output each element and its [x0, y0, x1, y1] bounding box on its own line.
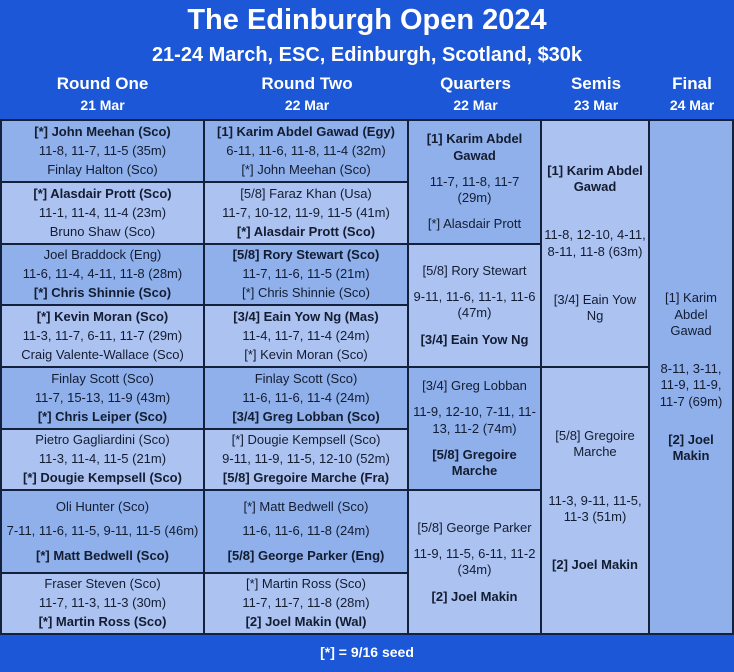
player-name: [3/4] Eain Yow Ng	[420, 331, 529, 347]
player-name: [2] Joel Makin	[431, 588, 518, 604]
round-date-round-one: 21 Mar	[80, 97, 125, 114]
match-round-two-7	[205, 491, 407, 571]
match-round-one-6	[2, 430, 203, 490]
match-score: 8-11, 3-11, 11-9, 11-9, 11-7 (69m)	[659, 361, 723, 409]
player-name: [1] Karim Abdel Gawad	[664, 290, 717, 338]
player-name: Bruno Shaw (Sco)	[49, 223, 156, 239]
match-final	[650, 121, 732, 633]
match-score: 11-8, 12-10, 4-11, 8-11, 11-8 (63m)	[544, 227, 646, 259]
player-name: [*] Chris Shinnie (Sco)	[242, 285, 370, 301]
match-round-one-2	[2, 183, 203, 243]
match-round-two-8	[205, 574, 407, 634]
player-name: [2] Joel Makin	[552, 557, 638, 573]
match-round-one-1	[2, 121, 203, 181]
player-name: [*] Chris Shinnie (Sco)	[33, 285, 172, 301]
round-label-final: Final	[672, 74, 712, 94]
player-name: [2] Joel Makin	[668, 431, 714, 464]
match-score: 11-6, 11-4, 4-11, 11-8 (28m)	[22, 266, 183, 282]
player-name: Oli Hunter (Sco)	[55, 499, 150, 515]
player-name: [3/4] Greg Lobban	[422, 378, 527, 394]
match-score: 9-11, 11-6, 11-1, 11-6 (47m)	[413, 289, 536, 321]
match-score: 11-6, 11-6, 11-4 (24m)	[242, 389, 370, 405]
match-score: 11-4, 11-7, 11-4 (24m)	[242, 328, 370, 344]
round-label-round-two: Round Two	[261, 74, 353, 94]
match-score: 11-3, 11-7, 6-11, 11-7 (29m)	[22, 328, 183, 344]
player-name: [5/8] Faraz Khan (Usa)	[240, 185, 372, 201]
match-round-one-4	[2, 306, 203, 366]
round-label-quarters: Quarters	[440, 74, 511, 94]
player-name: [*] Martin Ross (Sco)	[246, 576, 366, 592]
match-score: 11-7, 11-7, 11-8 (28m)	[242, 595, 370, 611]
match-score: 11-9, 12-10, 7-11, 11-13, 11-2 (74m)	[413, 404, 536, 436]
match-quarterfinal-1	[409, 121, 540, 242]
round-labels-row	[0, 74, 734, 94]
match-round-one-3	[2, 245, 203, 305]
player-name: [*] Alasdair Prott (Sco)	[33, 185, 172, 201]
player-name: [*] Kevin Moran (Sco)	[36, 309, 169, 325]
page-title: The Edinburgh Open 2024	[187, 4, 547, 36]
player-name: [1] Karim Abdel Gawad	[547, 162, 643, 195]
player-name: [5/8] George Parker (Eng)	[227, 547, 385, 563]
round-date-quarters: 22 Mar	[453, 97, 498, 114]
player-name: [5/8] George Parker	[417, 519, 532, 535]
round-label-round-one: Round One	[56, 74, 149, 94]
player-name: [*] Alasdair Prott	[427, 216, 522, 232]
player-name: [5/8] Gregoire Marche (Fra)	[222, 470, 390, 486]
match-score: 11-3, 9-11, 11-5, 11-3 (51m)	[548, 492, 642, 524]
player-name: [*] John Meehan (Sco)	[34, 124, 171, 140]
player-name: [*] Matt Bedwell (Sco)	[36, 547, 169, 563]
seed-legend-text: [*] = 9/16 seed	[320, 644, 414, 661]
player-name: Joel Braddock (Eng)	[43, 247, 162, 263]
match-round-two-1	[205, 121, 407, 181]
match-score: 11-7, 15-13, 11-9 (43m)	[34, 389, 171, 405]
player-name: [*] Kevin Moran (Sco)	[244, 347, 368, 363]
player-name: [3/4] Greg Lobban (Sco)	[232, 408, 380, 424]
player-name: [*] Alasdair Prott (Sco)	[236, 223, 376, 239]
seed-legend	[0, 635, 734, 669]
match-semifinal-2	[542, 368, 648, 633]
player-name: [5/8] Gregoire Marche	[555, 428, 635, 460]
player-name: Fraser Steven (Sco)	[44, 576, 161, 592]
match-round-two-5	[205, 368, 407, 428]
match-semifinal-1	[542, 121, 648, 366]
player-name: [1] Karim Abdel Gawad	[426, 131, 523, 163]
match-round-two-2	[205, 183, 407, 243]
tournament-bracket	[0, 119, 734, 635]
match-quarterfinal-3	[409, 368, 540, 489]
round-date-round-two: 22 Mar	[284, 97, 330, 114]
player-name: [*] Martin Ross (Sco)	[38, 614, 167, 630]
round-label-semis: Semis	[570, 74, 622, 94]
match-score: 11-6, 11-6, 11-8 (24m)	[242, 523, 370, 539]
player-name: [5/8] Rory Stewart	[422, 262, 527, 278]
player-name: Finlay Halton (Sco)	[47, 162, 158, 177]
match-quarterfinal-4	[409, 491, 540, 633]
match-score: 11-7, 11-3, 11-3 (30m)	[38, 595, 167, 611]
round-date-semis: 23 Mar	[573, 97, 619, 114]
match-round-two-6	[205, 430, 407, 490]
player-name: [*] Matt Bedwell (Sco)	[243, 499, 369, 515]
page-subtitle: 21-24 March, ESC, Edinburgh, Scotland, $30k	[151, 44, 583, 67]
match-round-two-3	[205, 245, 407, 305]
match-round-two-4	[205, 306, 407, 366]
player-name: Pietro Gagliardini (Sco)	[35, 432, 170, 448]
player-name: [2] Joel Makin (Wal)	[245, 614, 367, 630]
player-name: [*] Dougie Kempsell (Sco)	[23, 470, 182, 486]
match-round-one-5	[2, 368, 203, 428]
match-round-one-7	[2, 491, 203, 571]
match-score: 11-8, 11-7, 11-5 (35m)	[38, 143, 167, 159]
match-score: 11-7, 11-6, 11-5 (21m)	[242, 266, 370, 282]
player-name: [*] Dougie Kempsell (Sco)	[231, 432, 381, 448]
player-name: [3/4] Eain Yow Ng (Mas)	[233, 309, 379, 325]
match-score: 11-9, 11-5, 6-11, 11-2 (34m)	[413, 546, 536, 578]
player-name: [5/8] Rory Stewart (Sco)	[232, 247, 380, 263]
match-quarterfinal-2	[409, 245, 540, 366]
match-score: 11-7, 11-8, 11-7 (29m)	[429, 173, 520, 206]
round-date-final: 24 Mar	[669, 97, 715, 114]
match-score: 11-7, 10-12, 11-9, 11-5 (41m)	[222, 204, 390, 220]
match-score: 11-3, 11-4, 11-5 (21m)	[38, 451, 167, 467]
tournament-header	[0, 0, 734, 119]
player-name: Finlay Scott (Sco)	[51, 370, 154, 386]
player-name: Craig Valente-Wallace (Sco)	[21, 347, 184, 363]
player-name: [5/8] Gregoire Marche	[432, 446, 517, 479]
player-name: [*] Chris Leiper (Sco)	[37, 408, 168, 424]
player-name: [3/4] Eain Yow Ng	[553, 291, 637, 324]
match-round-one-8	[2, 574, 203, 634]
player-name: Finlay Scott (Sco)	[254, 370, 358, 386]
player-name: [*] John Meehan (Sco)	[241, 162, 371, 177]
match-score: 6-11, 11-6, 11-8, 11-4 (32m)	[226, 143, 386, 159]
round-dates-row	[0, 97, 734, 119]
match-score: 11-1, 11-4, 11-4 (23m)	[38, 204, 167, 220]
match-score: 9-11, 11-9, 11-5, 12-10 (52m)	[222, 451, 390, 467]
player-name: [1] Karim Abdel Gawad (Egy)	[217, 124, 395, 140]
match-score: 7-11, 11-6, 11-5, 9-11, 11-5 (46m)	[6, 523, 199, 539]
